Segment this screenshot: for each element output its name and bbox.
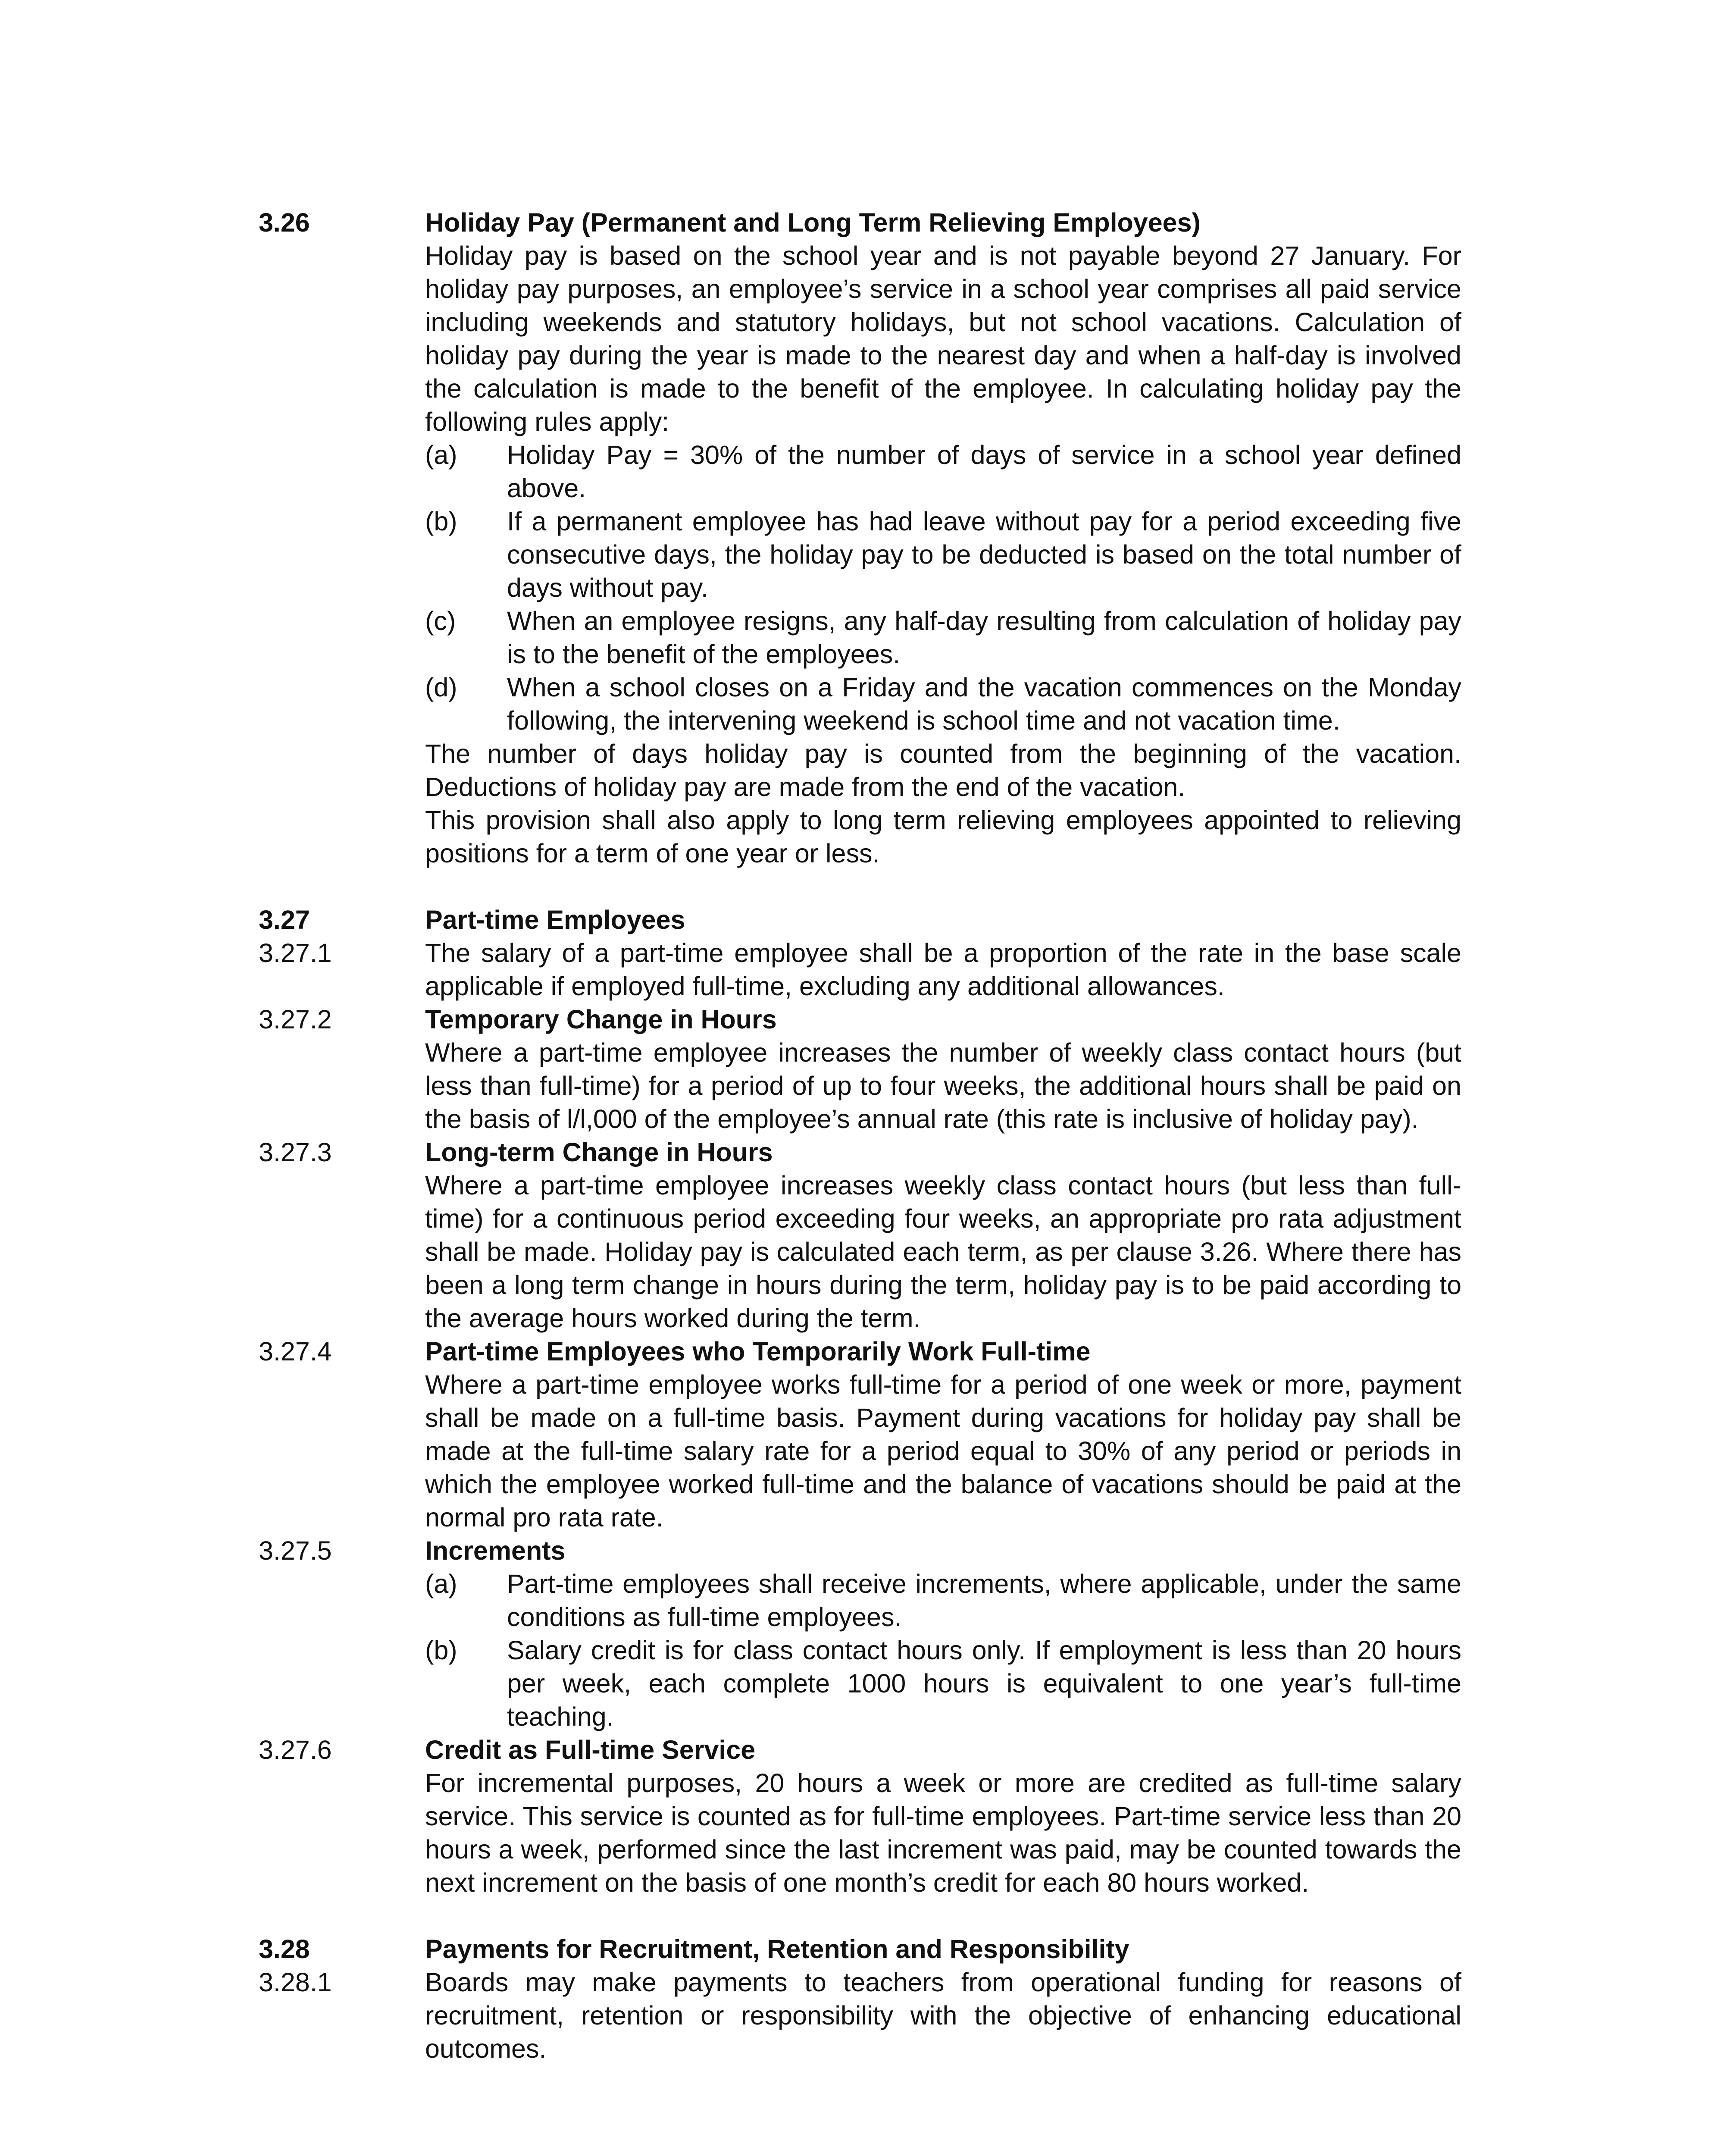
list-label: (d) <box>425 673 457 702</box>
clause-heading: Temporary Change in Hours <box>425 1005 777 1034</box>
clause-number: 3.27.2 <box>259 1005 332 1034</box>
section-3-28 <box>259 1933 1461 1966</box>
list-label: (a) <box>425 1569 457 1598</box>
spacer <box>259 1899 1461 1933</box>
paragraph: The number of days holiday pay is counted from the beginning of the vacation. Deductions of holiday pay are made from the end of the vacation. <box>425 739 1461 802</box>
clause-heading: Increments <box>425 1536 566 1565</box>
list-item <box>425 1567 1461 1634</box>
list-label: (b) <box>425 507 457 536</box>
clause-number: 3.27.1 <box>259 938 332 968</box>
section-3-27 <box>259 903 1461 937</box>
list-text: When a school closes on a Friday and the vacation commences on the Monday following, the intervening weekend is school time and not vacation time. <box>507 673 1461 735</box>
clause-number: 3.27.5 <box>259 1536 332 1565</box>
list-item <box>425 605 1461 671</box>
clause-3-27-4 <box>259 1335 1461 1534</box>
list-item <box>425 439 1461 505</box>
list-text: If a permanent employee has had leave without pay for a period exceeding five consecutive days, the holiday pay to be deducted is based on the total number of days without pay. <box>507 507 1461 602</box>
clause-heading: Long-term Change in Hours <box>425 1138 773 1167</box>
clause-3-27-1 <box>259 937 1461 1003</box>
clause-number: 3.27.6 <box>259 1735 332 1764</box>
list-text: Part-time employees shall receive increments, where applicable, under the same conditions as full-time employees. <box>507 1569 1461 1632</box>
paragraph: Where a part-time employee increases weekly class contact hours (but less than full-time) for a continuous period exceeding four weeks, an appropriate pro rata adjustment shall be made. Holiday pay is calculated each term, as per clause 3.26. Where there has been a long term change in hours during the term, holiday pay is to be paid according to the average hours worked during the term. <box>425 1171 1461 1333</box>
list-text: Holiday Pay = 30% of the number of days of service in a school year defined above. <box>507 440 1461 503</box>
section-heading: Payments for Recruitment, Retention and Responsibility <box>425 1934 1129 1964</box>
section-number: 3.28 <box>259 1934 310 1964</box>
paragraph: This provision shall also apply to long term relieving employees appointed to relieving positions for a term of one year or less. <box>425 805 1461 868</box>
clause-3-27-3 <box>259 1136 1461 1335</box>
paragraph: For incremental purposes, 20 hours a week or more are credited as full-time salary service. This service is counted as for full-time employees. Part-time service less than 20 hours a week, performed since the last increment was paid, may be counted towards the next increment on the basis of one month’s credit for each 80 hours worked. <box>425 1768 1461 1897</box>
list-text: Salary credit is for class contact hours only. If employment is less than 20 hours per week, each complete 1000 hours is equivalent to one year’s full-time teaching. <box>507 1636 1461 1731</box>
clause-heading: Part-time Employees who Temporarily Work Full-time <box>425 1337 1091 1366</box>
clause-number: 3.27.4 <box>259 1337 332 1366</box>
section-3-26 <box>259 206 1461 870</box>
clause-3-27-2 <box>259 1003 1461 1136</box>
spacer <box>259 870 1461 903</box>
paragraph: Where a part-time employee increases the number of weekly class contact hours (but less than full-time) for a period of up to four weeks, the additional hours shall be paid on the basis of l/l,000 of the employee’s annual rate (this rate is inclusive of holiday pay). <box>425 1038 1461 1134</box>
list-label: (b) <box>425 1636 457 1665</box>
clause-heading: Credit as Full-time Service <box>425 1735 756 1764</box>
paragraph: Where a part-time employee works full-time for a period of one week or more, payment shall be made on a full-time basis. Payment during vacations for holiday pay shall be made at the full-time salary rate for a period equal to 30% of any period or periods in which the employee worked full-time and the balance of vacations should be paid at the normal pro rata rate. <box>425 1370 1461 1532</box>
section-heading: Holiday Pay (Permanent and Long Term Relieving Employees) <box>425 208 1201 237</box>
list-label: (c) <box>425 606 456 636</box>
paragraph: Boards may make payments to teachers from operational funding for reasons of recruitment, retention or responsibility with the objective of enhancing educational outcomes. <box>425 1968 1461 2063</box>
list-text: When an employee resigns, any half-day resulting from calculation of holiday pay is to the benefit of the employees. <box>507 606 1461 669</box>
clause-number: 3.27.3 <box>259 1138 332 1167</box>
clause-3-27-5 <box>259 1534 1461 1733</box>
list-item <box>425 1634 1461 1733</box>
list-item <box>425 671 1461 737</box>
list-label: (a) <box>425 440 457 470</box>
list-item <box>425 505 1461 605</box>
section-number: 3.26 <box>259 208 310 237</box>
clause-number: 3.28.1 <box>259 1968 332 1997</box>
clause-3-28-1 <box>259 1966 1461 2065</box>
page-content <box>259 206 1461 2065</box>
section-heading: Part-time Employees <box>425 905 685 934</box>
section-number: 3.27 <box>259 905 310 934</box>
paragraph: The salary of a part-time employee shall be a proportion of the rate in the base scale applicable if employed full-time, excluding any additional allowances. <box>425 938 1461 1001</box>
paragraph: Holiday pay is based on the school year and is not payable beyond 27 January. For holiday pay purposes, an employee’s service in a school year comprises all paid service including weekends and statutory holidays, but not school vacations. Calculation of holiday pay during the year is made to the nearest day and when a half-day is involved the calculation is made to the benefit of the employee. In calculating holiday pay the following rules apply: <box>425 241 1461 436</box>
clause-3-27-6 <box>259 1733 1461 1899</box>
